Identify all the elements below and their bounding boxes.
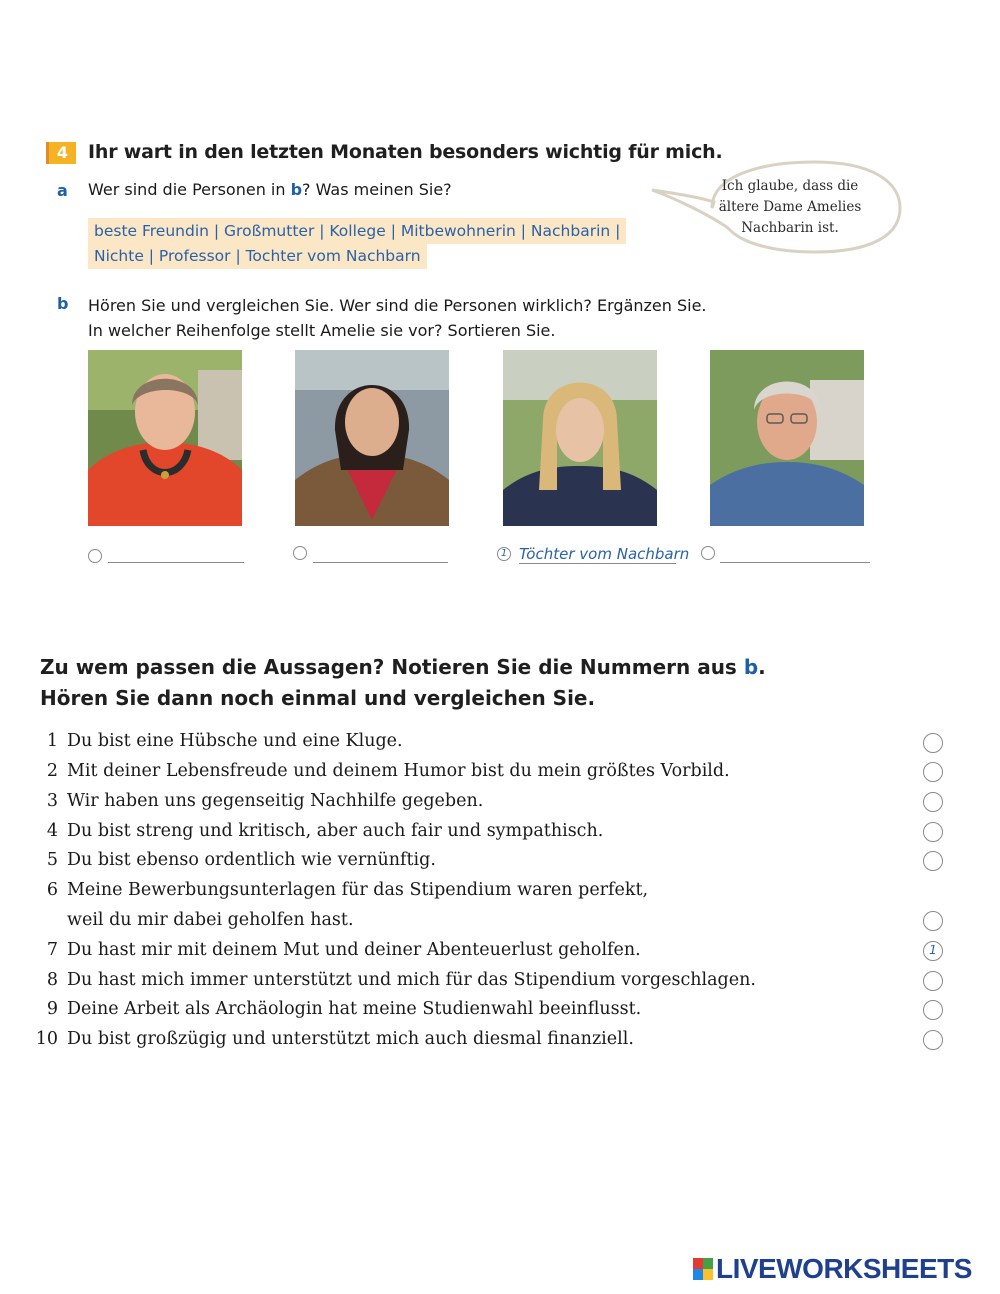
statement-1-text: Du bist eine Hübsche und eine Kluge. bbox=[67, 731, 403, 751]
liveworksheets-logo bbox=[693, 1254, 972, 1284]
statement-1-number: 1 bbox=[46, 731, 58, 751]
statement-10-answer-circle[interactable] bbox=[923, 1030, 943, 1050]
young-woman-photo bbox=[295, 350, 449, 526]
statement-9-number: 9 bbox=[46, 999, 58, 1019]
task-title: Ihr wart in den letzten Monaten besonders wichtig für mich. bbox=[88, 141, 723, 163]
liveworksheets-logo-icon bbox=[693, 1258, 713, 1280]
task2-line-2: Hören Sie dann noch einmal und vergleichen Sie. bbox=[40, 686, 596, 710]
statement-3-number: 3 bbox=[46, 791, 58, 811]
liveworksheets-logo-text: LIVEWORKSHEETS bbox=[716, 1253, 972, 1284]
task2-line-1-ref: b bbox=[743, 655, 759, 679]
word-box-line-2: Nichte | Professor | Tochter vom Nachbarn bbox=[88, 243, 427, 269]
section-a-question-prefix: Wer sind die Personen in bbox=[88, 180, 291, 199]
statement-4-answer-circle[interactable] bbox=[923, 822, 943, 842]
word-box-line-1: beste Freundin | Großmutter | Kollege | Mitbewohnerin | Nachbarin | bbox=[88, 218, 626, 244]
section-a-question bbox=[88, 180, 452, 199]
statement-7-number: 7 bbox=[46, 940, 58, 960]
statement-8-number: 8 bbox=[46, 970, 58, 990]
statement-7-text: Du hast mir mit deinem Mut und deiner Abenteuerlust geholfen. bbox=[67, 940, 641, 960]
statement-6-number: 6 bbox=[46, 880, 58, 900]
statement-10-number: 10 bbox=[35, 1029, 58, 1049]
girl-photo bbox=[503, 350, 657, 526]
task2-line-1-prefix: Zu wem passen die Aussagen? Notieren Sie die Nummern aus bbox=[40, 655, 744, 679]
statement-4-number: 4 bbox=[46, 821, 58, 841]
statement-5-number: 5 bbox=[46, 850, 58, 870]
task2-line-1 bbox=[40, 652, 766, 683]
task-number-badge: 4 bbox=[46, 142, 76, 164]
photo-4-answer-field[interactable] bbox=[720, 562, 870, 563]
photo-2-order-circle[interactable] bbox=[293, 546, 307, 560]
statement-3-text: Wir haben uns gegenseitig Nachhilfe gegeben. bbox=[67, 791, 484, 811]
photo-3-order-circle[interactable]: 1 bbox=[497, 547, 511, 561]
statement-1-answer-circle[interactable] bbox=[923, 733, 943, 753]
photo-2-answer-field[interactable] bbox=[313, 562, 448, 563]
older-woman-photo bbox=[88, 350, 242, 526]
statement-2-number: 2 bbox=[46, 761, 58, 781]
section-b-letter: b bbox=[57, 294, 69, 313]
photo-4-order-circle[interactable] bbox=[701, 546, 715, 560]
statement-9-answer-circle[interactable] bbox=[923, 1000, 943, 1020]
section-a-question-ref: b bbox=[290, 180, 303, 199]
photo-1-answer-field[interactable] bbox=[108, 562, 244, 563]
statement-5-text: Du bist ebenso ordentlich wie vernünftig. bbox=[67, 850, 436, 870]
statement-6-text-line-1: Meine Bewerbungsunterlagen für das Stipendium waren perfekt, bbox=[67, 880, 649, 900]
section-b-line-2: In welcher Reihenfolge stellt Amelie sie vor? Sortieren Sie. bbox=[88, 321, 556, 340]
statement-10-text: Du bist großzügig und unterstützt mich auch diesmal finanziell. bbox=[67, 1029, 634, 1049]
statement-3-answer-circle[interactable] bbox=[923, 792, 943, 812]
statement-8-answer-circle[interactable] bbox=[923, 971, 943, 991]
statement-2-text: Mit deiner Lebensfreude und deinem Humor bist du mein größtes Vorbild. bbox=[67, 761, 730, 781]
photo-3-answer-field[interactable]: Töchter vom Nachbarn bbox=[519, 545, 690, 563]
section-a-letter: a bbox=[57, 181, 68, 200]
section-b-line-1: Hören Sie und vergleichen Sie. Wer sind die Personen wirklich? Ergänzen Sie. bbox=[88, 296, 707, 315]
statement-7-answer-circle[interactable]: 1 bbox=[923, 941, 943, 961]
statement-4-text: Du bist streng und kritisch, aber auch fair und sympathisch. bbox=[67, 821, 604, 841]
task2-instructions bbox=[40, 652, 766, 714]
photo-1-order-circle[interactable] bbox=[88, 549, 102, 563]
statement-6-text-line-2: weil du mir dabei geholfen hast. bbox=[67, 910, 354, 930]
statement-6-answer-circle[interactable] bbox=[923, 911, 943, 931]
section-a-question-suffix: ? Was meinen Sie? bbox=[302, 180, 452, 199]
section-b-instructions bbox=[88, 293, 707, 343]
task2-line-1-suffix: . bbox=[758, 655, 766, 679]
older-man-photo bbox=[710, 350, 864, 526]
statement-2-answer-circle[interactable] bbox=[923, 762, 943, 782]
statement-9-text: Deine Arbeit als Archäologin hat meine Studienwahl beeinflusst. bbox=[67, 999, 642, 1019]
speech-bubble-text: Ich glaube, dass die ältere Dame Amelies Nachbarin ist. bbox=[718, 178, 862, 236]
statement-8-text: Du hast mich immer unterstützt und mich für das Stipendium vorgeschlagen. bbox=[67, 970, 756, 990]
statement-5-answer-circle[interactable] bbox=[923, 851, 943, 871]
